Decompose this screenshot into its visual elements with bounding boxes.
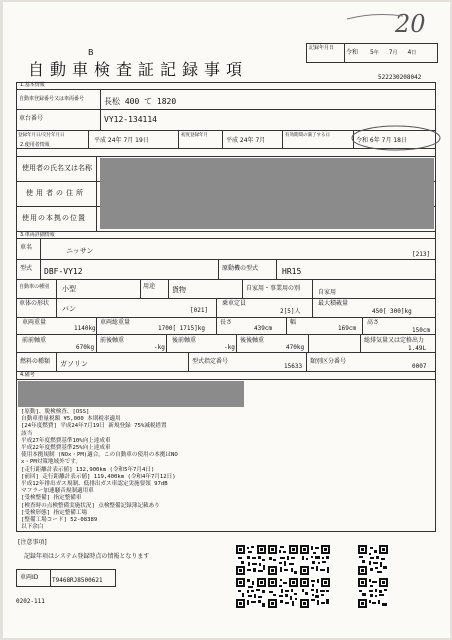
- remarks-line: x・PM対策地域外です。: [21, 459, 81, 466]
- category-no-label: 類別区分番号: [310, 358, 347, 365]
- notes-text: 記録年項はシステム登録時点の情報となります: [24, 553, 150, 560]
- qr-code-3: [300, 545, 330, 575]
- section-remarks-title: 4.備考: [20, 372, 35, 378]
- weight-value: 1140kg: [74, 325, 96, 332]
- weight-label: 車両重量: [22, 319, 47, 326]
- rear-rear-axle-value: 470kg: [286, 344, 305, 351]
- remarks-line: [前回] 走行距離計表示値] 119,400km (令和4年7月12日): [21, 473, 176, 480]
- qr-code-2: [268, 545, 298, 575]
- height-label: 高さ: [367, 319, 380, 326]
- private-label: 自家用・事業用の別: [246, 285, 301, 292]
- front-rear-axle-value: -kg: [154, 344, 165, 351]
- length-label: 長さ: [220, 319, 233, 326]
- vehicle-id-label: 車両ID: [20, 574, 39, 581]
- first-reg-ym-label: 初度登録年月: [181, 133, 208, 138]
- handwritten-curve: [345, 10, 405, 22]
- displacement-value: 1.49L: [408, 345, 427, 352]
- document-number: 522230208042: [378, 74, 422, 81]
- model-value: DBF-VY12: [44, 267, 83, 276]
- use-value: 貨物: [172, 286, 186, 294]
- private-value: 自家用: [318, 289, 337, 296]
- height-value: 150cm: [412, 327, 431, 334]
- front-front-axle-label: 前前軸重: [22, 337, 47, 344]
- remarks-line: 以下余白: [21, 524, 44, 531]
- first-reg-ym-value: 平成 24年 7月: [226, 137, 266, 144]
- body-label: 車体の形状: [19, 300, 50, 307]
- qr-code-5: [236, 578, 266, 608]
- remarks-line: 自動車重量税額 ¥5,000 本則税率適用: [21, 416, 121, 423]
- expiry-value: 令和 6年 7月 18日: [356, 137, 407, 144]
- notes-title: [注意事項]: [18, 539, 47, 546]
- max-load-label: 最大積載量: [318, 300, 349, 307]
- section-basic-title: 1.基本情報: [20, 82, 45, 88]
- engine-label: 原動機の型式: [222, 265, 259, 272]
- maker-label: 車名: [20, 244, 33, 251]
- fuel-value: ガソリン: [60, 360, 88, 368]
- gross-value: 1700[ 1715]kg: [158, 325, 205, 332]
- vehicle-id-value: T9468RJ8500621: [52, 577, 103, 584]
- remarks-list: [21, 409, 178, 531]
- body-value: バン: [62, 305, 76, 313]
- model-label: 型式: [20, 265, 33, 272]
- page-title: 自動車検査証記録事項: [28, 60, 249, 79]
- remarks-line: マフラー加速騒音規制適用車: [21, 488, 94, 495]
- width-label: 幅: [290, 319, 297, 326]
- remarks-line: [受検形態] 指定整備工場: [21, 509, 88, 516]
- rear-front-axle-label: 後前軸重: [172, 337, 197, 344]
- engine-value: HR15: [282, 267, 302, 276]
- length-value: 439cm: [254, 325, 273, 332]
- remarks-line: 平成22年度燃費基準25%向上達成車: [21, 445, 111, 452]
- record-date: 令和 5年 7月 4日: [346, 49, 417, 56]
- qr-code-7: [300, 578, 330, 608]
- first-reg-value: 平成 24年 7月 19日: [94, 137, 149, 144]
- maker-value: ニッサン: [66, 247, 94, 255]
- handwritten-mark: 20: [395, 10, 426, 38]
- chassis-label: 車台番号: [19, 115, 44, 122]
- rear-front-axle-value: -kg: [224, 344, 235, 351]
- user-address-label: 使用者の住所: [26, 189, 86, 197]
- user-base-label: 使用の本拠の位置: [22, 214, 86, 222]
- type-no-label: 型式指定番号: [192, 358, 229, 365]
- redacted-remarks: [18, 381, 244, 407]
- expiry-circle-mark: [350, 124, 442, 152]
- capacity-label: 乗車定員: [222, 300, 247, 307]
- front-rear-axle-label: 前後軸重: [100, 337, 125, 344]
- remarks-line: [走行距離計表示値] 132,900km (令和5年7月4日): [21, 466, 155, 473]
- front-front-axle-value: 670kg: [76, 344, 95, 351]
- first-reg-label: 登録年月日/交付年月日: [18, 133, 65, 138]
- section-user-title: 2.使用者情報: [20, 142, 50, 148]
- user-name-label: 使用者の氏名又は名称: [22, 164, 92, 172]
- form-number: 0202-111: [16, 598, 45, 605]
- chassis-value: VY12-134114: [104, 115, 157, 124]
- kind-label: 自動車の種別: [19, 284, 50, 290]
- remarks-line: [検査時の点検整備実施状況] 点検整備記録簿記載あり: [21, 502, 160, 509]
- remarks-line: 該当: [21, 430, 33, 437]
- remarks-line: 平成12年排出ガス規制、低排出ガス車認定実施要領 97dB: [21, 481, 168, 488]
- expiry-label: 有効期間の満了する日: [285, 133, 330, 138]
- reg-no-label: 自動車登録番号又は車両番号: [19, 96, 85, 102]
- redacted-user-info: [100, 158, 434, 229]
- remarks-line: [受検整備] 指定整備車: [21, 495, 82, 502]
- remarks-line: [整備工場コード] 52-08389: [21, 517, 98, 524]
- record-date-label: 記録年月日: [309, 45, 335, 51]
- category-no-value: 0007: [412, 363, 427, 370]
- type-no-value: 15633: [284, 363, 303, 370]
- section-vehicle-title: 3.車両詳細情報: [20, 232, 55, 238]
- width-value: 169cm: [338, 325, 357, 332]
- gross-label: 車両総重量: [100, 319, 131, 326]
- fuel-label: 燃料の種類: [20, 358, 51, 365]
- remarks-line: [24年度燃費] 平成24年7月19日 新規登録 75%減税措置: [21, 423, 167, 430]
- mark-b: B: [88, 48, 94, 57]
- capacity-value: 2[5]人: [280, 308, 301, 315]
- remarks-line: [原動]、脱検検査、[OSS]: [21, 409, 90, 415]
- qr-code-4: [358, 545, 388, 575]
- qr-code-1: [236, 545, 266, 575]
- qr-code-6: [268, 578, 298, 608]
- use-label: 用途: [143, 283, 156, 290]
- qr-code-8: [358, 578, 388, 608]
- remarks-line: 平成27年度燃費基準10%向上達成車: [21, 437, 111, 444]
- reg-no-value: 長松 400 て 1820: [104, 97, 177, 106]
- max-load-value: 450[ 300]kg: [372, 308, 412, 315]
- maker-code: [213]: [412, 251, 431, 258]
- body-code: [021]: [190, 307, 209, 314]
- displacement-label: 総排気量又は定格出力: [364, 337, 425, 344]
- rear-rear-axle-label: 後後軸重: [240, 337, 265, 344]
- kind-value: 小型: [62, 285, 76, 293]
- remarks-line: 使用本拠規制 (NOx・PM)適合。この自動車の使用の本拠はNO: [21, 452, 178, 459]
